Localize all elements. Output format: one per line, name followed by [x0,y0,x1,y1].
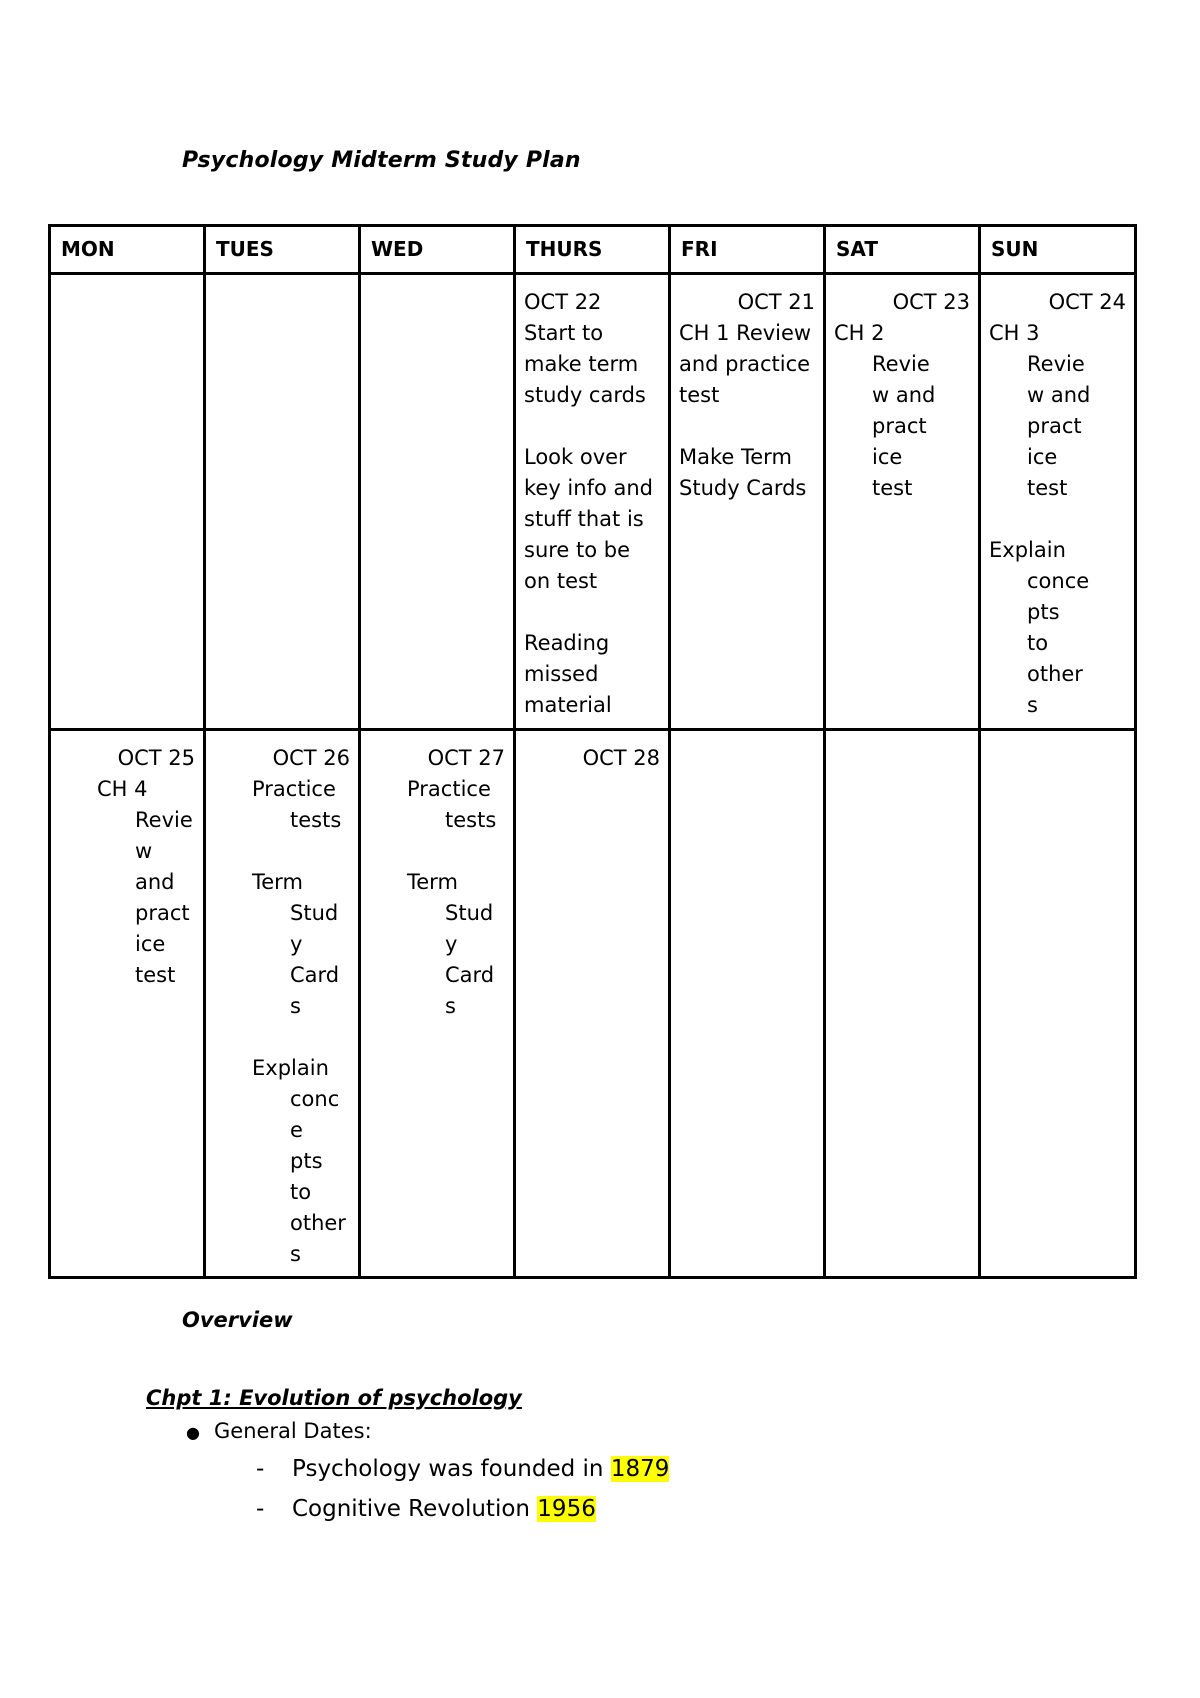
cell-line: pract [135,901,190,925]
cell-line: Revie [1027,352,1085,376]
cell-line: Reading [524,631,610,655]
cell-line: Cards [290,963,340,1018]
table-row [50,730,1136,1278]
document-title: Psychology Midterm Study Plan [182,148,581,173]
cell-line: to [290,1180,312,1204]
cell-line: Explain [252,1056,329,1080]
cell-line: test [679,383,720,407]
cell-line: stuff that is [524,507,644,531]
cell-line: pts [1027,600,1060,624]
cell-line: Explain [989,538,1066,562]
dash-icon: - [256,1496,265,1522]
cell-line: other [1027,662,1083,686]
cell-line: Revie [135,808,193,832]
cell-line: pract [1027,414,1082,438]
list-item [256,1496,596,1522]
bullet-icon: ● [186,1423,200,1442]
cell-chapter: CH 3 [989,321,1040,345]
cell-line: Look over [524,445,627,469]
cell-week2-wed [360,730,515,1278]
cell-line: CH 1 Review [679,321,812,345]
cell-line: s [290,1242,301,1266]
table-header-row [50,226,1136,274]
overview-heading: Overview [182,1308,293,1332]
cell-line: make term [524,352,639,376]
cell-date: OCT 24 [1048,290,1126,314]
cell-line: Study Cards [679,476,807,500]
cell-date: OCT 23 [892,290,970,314]
cell-line: w and [135,839,175,894]
chapter-heading: Chpt 1: Evolution of psychology [146,1386,522,1410]
cell-week2-fri [670,730,825,1278]
study-plan-table [48,224,1137,1279]
cell-chapter: CH 2 [834,321,885,345]
item-text: Psychology was founded in [292,1456,611,1482]
cell-week2-tue [205,730,360,1278]
cell-line: Stud [445,901,494,925]
header-mon: MON [50,226,205,274]
cell-date: OCT 26 [272,746,350,770]
cell-line: key info and [524,476,654,500]
cell-line: Stud [290,901,339,925]
table-row [50,274,1136,730]
cell-line: pts [290,1149,323,1173]
dash-icon: - [256,1456,265,1482]
cell-chapter: CH 4 [97,777,148,801]
cell-line: and practice [679,352,811,376]
cell-date: OCT 28 [582,746,660,770]
list-item [256,1456,669,1482]
cell-date: OCT 25 [117,746,195,770]
header-sun: SUN [980,226,1136,274]
cell-line: y [445,932,458,956]
cell-line: on test [524,569,598,593]
list-item [186,1419,372,1443]
cell-line: ice [872,445,903,469]
cell-line: to [1027,631,1049,655]
cell-line: test [135,963,176,987]
item-text: Cognitive Revolution [292,1496,538,1522]
cell-line: other [290,1211,346,1235]
cell-line: Start to [524,321,604,345]
cell-line: tests [290,808,342,832]
cell-week1-sun [980,274,1136,730]
cell-week1-fri [670,274,825,730]
highlighted-year: 1956 [537,1496,596,1522]
cell-date: OCT 27 [427,746,505,770]
cell-line: Make Term [679,445,792,469]
bullet-text: General Dates: [214,1419,372,1443]
cell-line: pract [872,414,927,438]
cell-week1-mon [50,274,205,730]
header-thurs: THURS [515,226,670,274]
cell-week2-thu [515,730,670,1278]
highlighted-year: 1879 [610,1456,670,1482]
header-wed: WED [360,226,515,274]
cell-week2-sun [980,730,1136,1278]
cell-week1-sat [825,274,980,730]
cell-line: conce [290,1087,340,1142]
cell-line: Term [407,870,458,894]
cell-line: sure to be [524,538,631,562]
cell-line: Cards [445,963,495,1018]
cell-date: OCT 22 [524,290,602,314]
cell-line: Practice [407,777,491,801]
cell-line: tests [445,808,497,832]
cell-line: Revie [872,352,930,376]
cell-line: w and [1027,383,1091,407]
cell-line: missed [524,662,599,686]
cell-line: ice [135,932,166,956]
cell-line: test [1027,476,1068,500]
cell-line: s [1027,693,1038,717]
cell-line: Practice [252,777,336,801]
cell-week1-wed [360,274,515,730]
cell-week2-sat [825,730,980,1278]
cell-line: test [872,476,913,500]
cell-week1-thu [515,274,670,730]
cell-week1-tue [205,274,360,730]
cell-line: material [524,693,612,717]
header-fri: FRI [670,226,825,274]
cell-line: y [290,932,303,956]
cell-date: OCT 21 [737,290,815,314]
cell-week2-mon [50,730,205,1278]
cell-line: Term [252,870,303,894]
cell-line: ice [1027,445,1058,469]
cell-line: study cards [524,383,646,407]
header-tues: TUES [205,226,360,274]
cell-line: w and [872,383,936,407]
header-sat: SAT [825,226,980,274]
cell-line: conce [1027,569,1090,593]
